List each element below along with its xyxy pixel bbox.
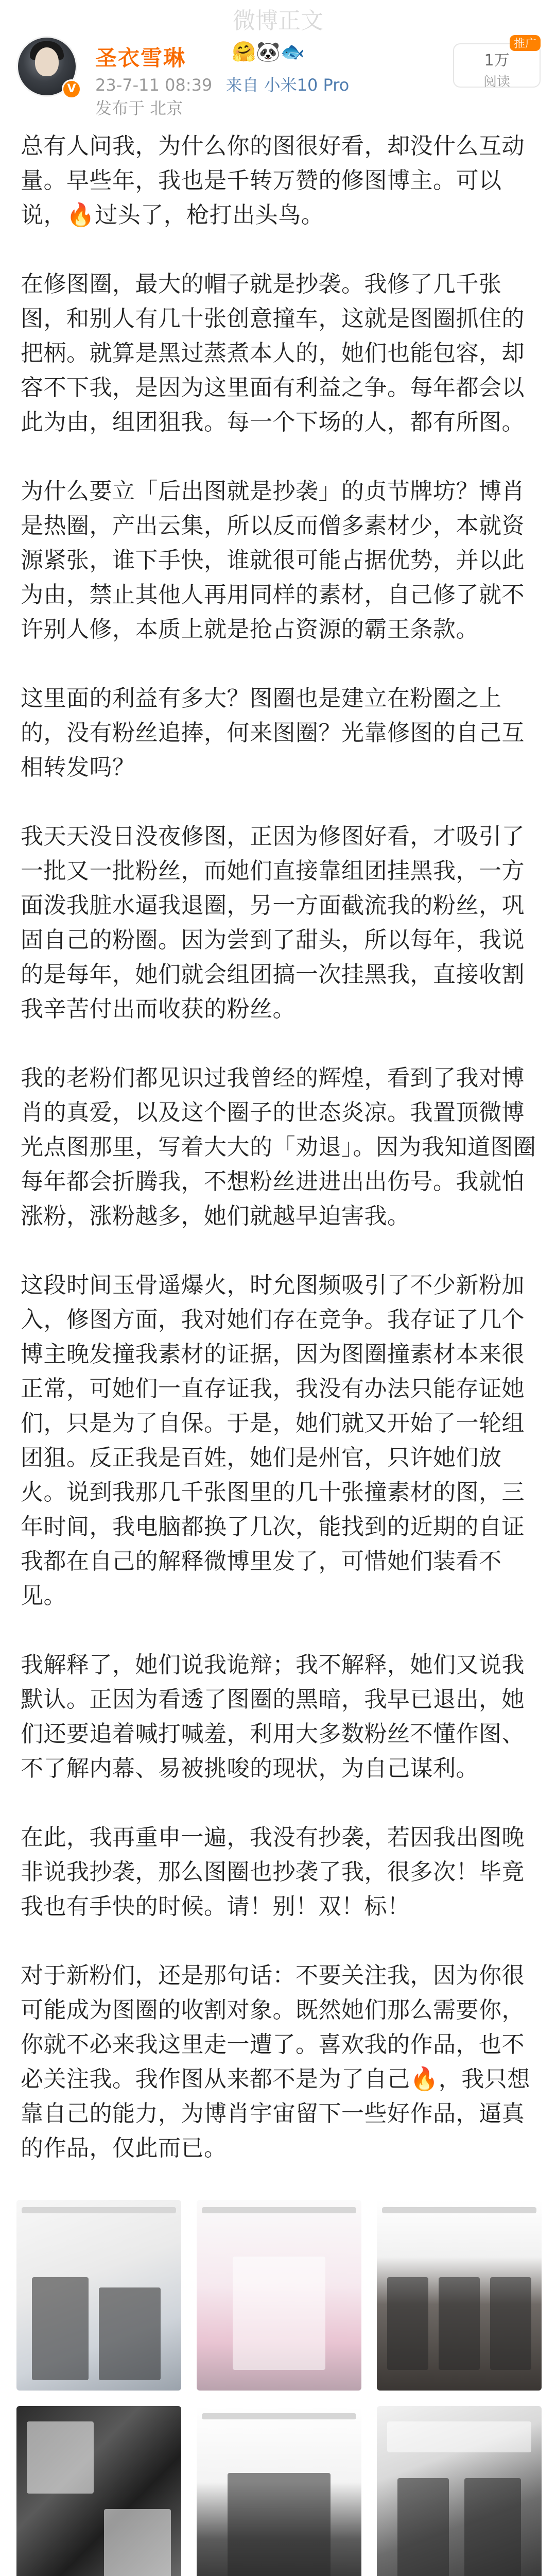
- paragraph: 我的老粉们都见识过我曾经的辉煌，看到了我对博肖的真爱，以及这个圈子的世态炎凉。我置顶微博光点图那里，写着大大的「劝退」。因为我知道图圈每年都会折腾我，不想粉丝进进出出伤号。我就怕涨粉，涨粉越多，她们就越早迫害我。: [21, 1065, 536, 1229]
- figure-shape: [439, 2277, 480, 2370]
- read-count-box: [453, 38, 541, 90]
- image-gallery: [16, 2200, 542, 2576]
- image-caption-bar: [382, 2207, 536, 2213]
- avatar[interactable]: [16, 36, 83, 103]
- top-nav: [0, 0, 556, 36]
- paragraph: 为什么要立「后出图就是抄袭」的贞节牌坊？博肖是热圈，产出云集，所以反而僧多素材少，本就资源紧张，谁下手快，谁就很可能占据优势，并以此为由，禁止其他人再用同样的素材，自己修了就不许别人修，本质上就是抢占资源的霸王条款。: [21, 478, 525, 642]
- figure-shape: [233, 2257, 325, 2370]
- gallery-image[interactable]: [197, 2406, 361, 2576]
- paragraph: 对于新粉们，还是那句话：不要关注我，因为你很可能成为图圈的收割对象。既然她们那么需要你，你就不必来我这里走一遭了。喜欢我的作品，也不必关注我。我作图从来都不是为了自己🔥，我只想靠自己的能力，为博肖宇宙留下一些好作品，逼真的作品，仅此而已。: [21, 1962, 530, 2161]
- figure-shape: [464, 2478, 521, 2576]
- gallery-image[interactable]: [377, 2200, 542, 2391]
- paragraph: 我解释了，她们说我诡辩；我不解释，她们又说我默认。正因为看透了图圈的黑暗，我早已退出，她们还要追着喊打喊羞，利用大多数粉丝不懂作图、不了解内幕、易被挑唆的现状，为自己谋利。: [21, 1652, 525, 1782]
- paragraph: 总有人问我，为什么你的图很好看，却没什么互动量。早些年，我也是千转万赞的修图博主。可以说，🔥过头了，枪打出头鸟。: [21, 133, 525, 228]
- gallery-image[interactable]: [16, 2406, 181, 2576]
- post-location: 发布于 北京: [95, 98, 183, 118]
- page-title: 微博正文: [233, 8, 323, 34]
- post-date: 23-7-11 08:39: [95, 75, 213, 95]
- gallery-image[interactable]: [16, 2200, 181, 2391]
- figure-shape: [32, 2277, 89, 2380]
- paragraph: 在此，我再重申一遍，我没有抄袭，若因我出图晚非说我抄袭，那么图圈也抄袭了我，很多次！毕竟我也有手快的时候。请！别！双！标！: [21, 1824, 525, 1920]
- paragraph: 在修图圈，最大的帽子就是抄袭。我修了几千张图，和别人有几十张创意撞车，这就是图圈抓住的把柄。就算是黑过蒸煮本人的，她们也能包容，却容不下我，是因为这里面有利益之争。每年都会以此为由，组团狙我。每一个下场的人，都有所图。: [21, 271, 525, 435]
- vip-badge-icon: V: [62, 79, 81, 99]
- figure-shape: [104, 2509, 171, 2576]
- avatar-face: [35, 47, 59, 76]
- paragraph: 这段时间玉骨遥爆火，时允图频吸引了不少新粉加入，修图方面，我对她们存在竞争。我存证了几个博主晚发撞我素材的证据，因为图圈撞素材本来很正常，可她们一直存证我，我没有办法只能存证她们，只是为了自保。于是，她们就又开始了一轮组团狙。反正我是百姓，她们是州官，只许她们放火。说到我那几千张图里的几十张撞素材的图，三年时间，我电脑都换了几次，能找到的近期的自证我都在自己的解释微博里发了，可惜她们装看不见。: [21, 1272, 525, 1609]
- image-caption-bar: [22, 2207, 176, 2213]
- post-header: [0, 36, 556, 124]
- post-meta: [95, 72, 349, 96]
- read-count: 1万: [484, 52, 510, 70]
- gallery-image[interactable]: [197, 2200, 361, 2391]
- author-name[interactable]: 圣衣雪琳: [95, 45, 186, 71]
- post-source[interactable]: 来自 小米10 Pro: [225, 75, 350, 95]
- image-caption-bar: [202, 2413, 356, 2419]
- promo-tag: 推广: [510, 35, 541, 51]
- figure-shape: [387, 2421, 531, 2452]
- figure-shape: [490, 2277, 531, 2370]
- image-caption-bar: [202, 2207, 356, 2213]
- post-content: [21, 129, 541, 2165]
- paragraph: 我天天没日没夜修图，正因为修图好看，才吸引了一批又一批粉丝，而她们直接靠组团挂黑我，一方面泼我脏水逼我退圈，另一方面截流我的粉丝，巩固自己的粉圈。因为尝到了甜头，所以每年，我说的是每年，她们就会组团搞一次挂黑我，直接收割我辛苦付出而收获的粉丝。: [21, 823, 525, 1022]
- paragraph: 这里面的利益有多大？图圈也是建立在粉圈之上的，没有粉丝追捧，何来图圈？光靠修图的自己互相转发吗？: [21, 685, 525, 781]
- gallery-image[interactable]: [377, 2406, 542, 2576]
- figure-shape: [397, 2478, 449, 2576]
- author-badges: 🤗🐼🐟: [232, 40, 305, 63]
- figure-shape: [99, 2287, 161, 2380]
- figure-shape: [27, 2421, 94, 2494]
- figure-shape: [387, 2277, 428, 2370]
- read-label: 阅读: [483, 74, 510, 90]
- figure-shape: [228, 2473, 331, 2576]
